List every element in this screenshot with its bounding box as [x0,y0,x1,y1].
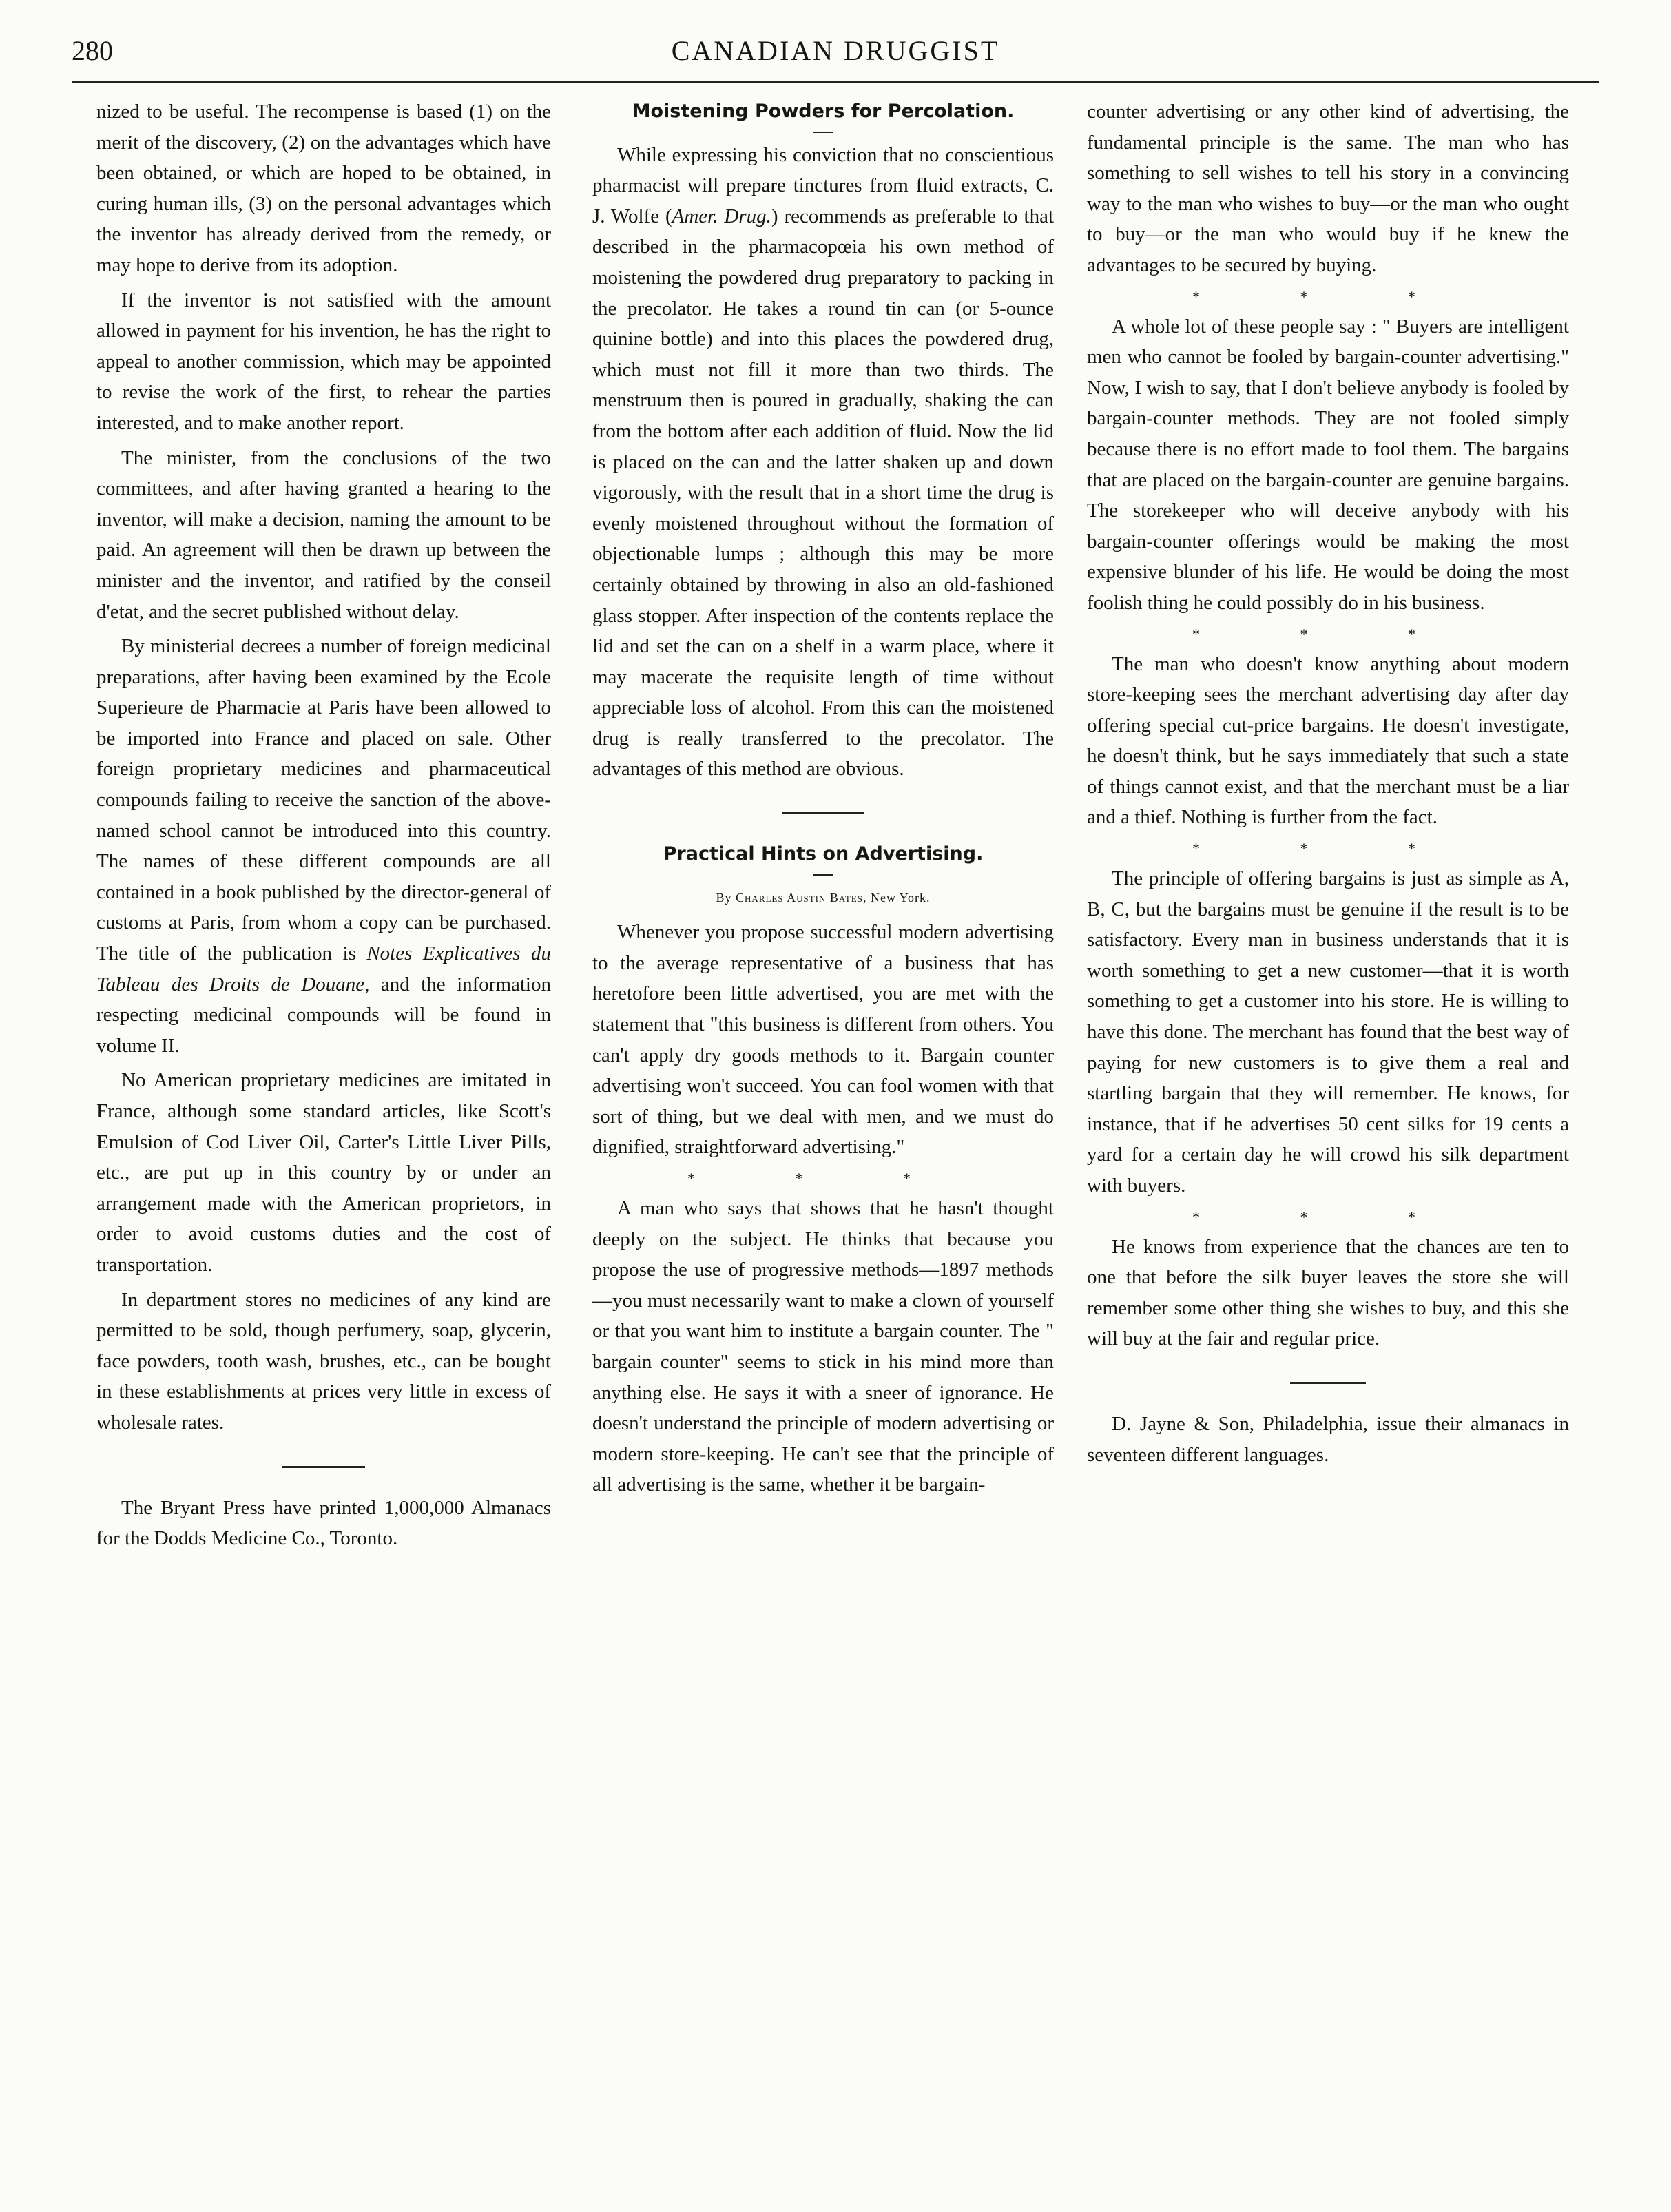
paragraph: A whole lot of these people say : " Buyers are intelligent men who cannot be fooled by bargain-counter advertising." Now, I wish to say, that I don't believe anybody is fooled by bargain-counter methods. They are not fooled simply because there is no effort made to fool them. The bargains that are placed on the bargain-counter are genuine bargains. The storekeeper who will deceive anybody with his bargain-counter offerings would be making the most expensive blunder of his life. He would be doing the most foolish thing he could possibly do in his business. [1087,315,1569,614]
paragraph: counter advertising or any other kind of advertising, the fundamental principle is the same. The man who has something to sell wishes to tell his story in a convincing way to the man who wishes to buy—or the man who ought to buy—or the man who would buy if he knew the advantages to be secured by buying. [1087,101,1569,276]
paragraph-text: While expressing his conviction that no conscientious pharmacist will prepare tinctures from fluid extracts, C. J. Wolfe ( [592,143,1054,227]
source-citation: Amer. Drug. [672,205,771,227]
paragraph-text: By ministerial decrees a number of foreign medicinal preparations, after having been examined by the Ecole Superieure de Pharmacie at Paris have been allowed to be imported into France and placed on sale. Other foreign proprietary medicines and pharmaceutical compounds failing to receive the sanction of the above-named school cannot be introduced into this country. The names of these different compounds are all contained in a book published by the director-general of customs at Paris, from whom a copy can be purchased. The title of the publication is [96,635,551,965]
notice-paragraph: D. Jayne & Son, Philadelphia, issue their almanacs in seventeen different languages. [1087,1412,1569,1466]
paragraph: In department stores no medicines of any kind are permitted to be sold, though perfumery, soap, glycerin, face powders, tooth wash, brushes, etc., can be bought in these establishments at prices very little in excess of wholesale rates. [96,1288,551,1434]
paragraph: nized to be useful. The recompense is based (1) on the merit of the discovery, (2) on the advantages which have been obtained, or which are hoped to be obtained, in curing human ills, (3) on the personal advantages which the inventor has already derived from the remedy, or may hope to derive from its adoption. [96,101,551,276]
paragraph: If the inventor is not satisfied with the amount allowed in payment for his invention, he has the right to appeal to another commission, which may be appointed to revise the work of the first, to rehear the parties interested, and to make another report. [96,289,551,434]
paragraph-text: ) recommends as preferable to that described in the pharmacopœia his own method of moistening the powdered drug preparatory to packing in the precolator. He takes a round tin can (or 5-ounce quinine bottle) and into this places the powdered drug, which must not fill it more than two thirds. The menstruum then is poured in gradually, shaking the can from the bottom after each addition of fluid. Now the lid is placed on the can and the latter shaken up and down vigorously, with the result that in a short time the drug is evenly moistened throughout without the formation of objectionable lumps ; although this may be more certainly obtained by throwing in also an old-fashioned glass stopper. After inspection of the contents replace the lid and set the can on a shelf in a warm place, where it may macerate the requisite length of time without appreciable loss of alcohol. From this can the moistened drug is really transferred to the precolator. The advantages of this method are obvious. [592,205,1054,781]
running-head-title: CANADIAN DRUGGIST [671,35,1000,66]
paragraph: The principle of offering bargains is just as simple as A, B, C, but the bargains must be genuine if the result is to be satisfactory. Every man in business understands that it is worth something to get a new customer—that it is worth something to get a customer into his store. He is willing to have this done. The merchant has found that the best way of paying for new customers is to give them a real and startling bargain that they will remember. He knows, for instance, that if he advertises 50 cent silks for 19 cents a yard for a certain day he will crowd his silk department with buyers. [1087,867,1569,1197]
heading-dash [813,874,833,876]
notice-paragraph: The Bryant Press have printed 1,000,000 Almanacs for the Dodds Medicine Co., Toronto. [96,1496,551,1550]
section-separator [782,812,864,814]
paragraph: No American proprietary medicines are imitated in France, although some standard articles, like Scott's Emulsion of Cod Liver Oil, Carter's Little Liver Pills, etc., are put up in this country by or under an arrangement made with the American proprietors, in order to avoid customs duties and the cost of transportation. [96,1069,551,1276]
paragraph: Whenever you propose successful modern advertising to the average representative of a business that has heretofore been little advertised, you are met with the statement that "this business is different from others. You can't apply dry goods methods to it. Bargain counter advertising won't succeed. You can fool women with that sort of thing, but we deal with men, and we must do dignified, straightforward advertising." [592,921,1054,1159]
asterism: * * * [687,1170,959,1187]
heading-dash [813,132,833,133]
byline-suffix: , New York. [862,890,931,905]
asterism: * * * [1192,287,1464,305]
paragraph-text: , and the information respecting medicinal compounds will be found in volume II. [96,973,551,1057]
paragraph [96,631,551,1061]
page-number: 280 [72,35,113,66]
section-heading: Practical Hints on Advertising. [663,843,984,865]
column-3 [1087,96,1569,1474]
author-name: Charles Austin Bates [736,890,863,905]
byline [592,882,1054,913]
header-rule [72,81,1599,83]
paragraph: A man who says that shows that he hasn't thought deeply on the subject. He thinks that because you propose the use of progressive methods—1897 methods—you must necessarily want to make a clown of yourself or that you want him to institute a bargain counter. The " bargain counter" seems to stick in his mind more than anything else. He says it with a sneer of ignorance. He doesn't understand the principle of modern advertising or modern store-keeping. He can't see that the principle of all advertising is the same, whether it be bargain- [592,1197,1054,1496]
publication-title: Notes Explicatives du Tableau des Droits de Douane [96,942,551,995]
column-1 [96,96,551,1558]
paragraph: He knows from experience that the chances are ten to one that before the silk buyer leaves the store she will remember some other thing she wishes to buy, and this she will buy at the fair and regular price. [1087,1235,1569,1350]
asterism: * * * [1192,1208,1464,1226]
asterism: * * * [1192,840,1464,858]
column-2 [592,96,1054,1505]
section-heading: Moistening Powders for Percolation. [632,101,1015,122]
asterism: * * * [1192,625,1464,643]
paragraph: The minister, from the conclusions of the two committees, and after having granted a hearing to the inventor, will make a decision, naming the amount to be paid. An agreement will then be drawn up between the minister and the inventor, and ratified by the conseil d'etat, and the secret published without delay. [96,446,551,623]
section-separator [282,1466,365,1468]
paragraph [592,140,1054,785]
section-separator [1290,1382,1366,1384]
paragraph: The man who doesn't know anything about modern store-keeping sees the merchant advertising day after day offering special cut-price bargains. He doesn't investigate, he doesn't think, but he says immediately that such a state of things cannot exist, and that the merchant must be a liar and a thief. Nothing is further from the fact. [1087,652,1569,829]
byline-prefix: By [716,890,736,905]
